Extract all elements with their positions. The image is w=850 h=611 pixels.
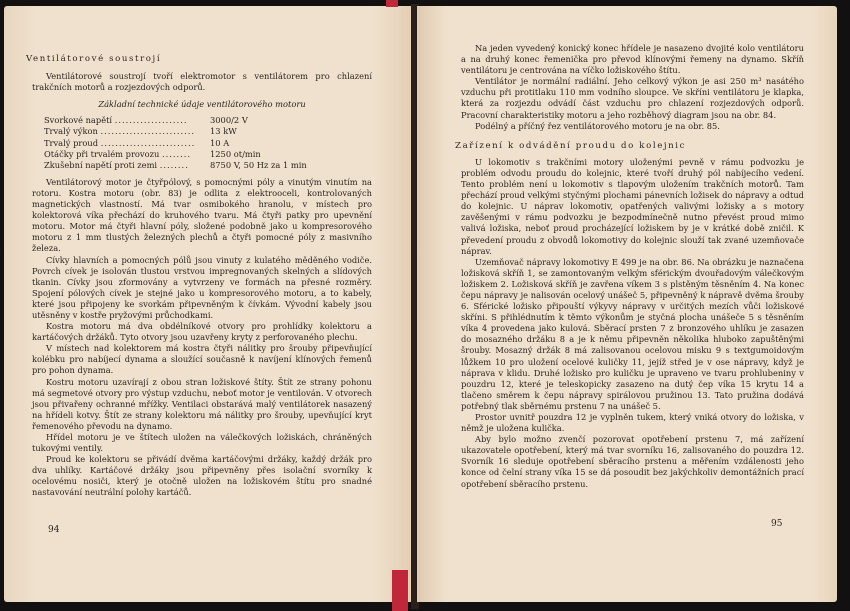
right-page-content [455,43,804,490]
leader-dots: .................... [114,115,188,126]
left-page-content [26,54,372,499]
body-paragraph: Podélný a příčný řez ventilátorového motoru je na obr. 85. [475,120,720,131]
left-page [4,6,415,602]
bookmark-ribbon [392,570,408,611]
spec-value: 10 A [210,137,230,148]
body-paragraph: Ventilátorový motor je čtyřpólový, s pomocnými póly a vinutým vinutím na rotoru. Kostra motoru (obr. 83) je odlita z elektrooceli, kontrolovaných magnetických vlastností. Má tvar osmibokého hranolu, v místech pro kolektorová víka přechází do kruhového tvaru. Má čtyři patky pro upevnění motoru. Motor má čtyři hlavní póly, složené podobně jako u kompresorového motoru z 1 mm tlustých železných plechů a čtyři pomocné póly z masivního železa. [32,176,372,254]
body-paragraph: Cívky hlavních a pomocných pólů jsou vinuty z kulatého měděného vodiče. Povrch cívek je isolován tlustou vrstvou impregnovaných skelných a slídových tkanin. Cívky jsou zformovány a vytvrzeny ve formách na přesné rozměry. Spojení pólových cívek je stejné jako u kompresorového motoru, a to kabely, které jsou připojeny ke svorkám připevněným k čívkám. Vývodní kabely jsou utěsněny v kostře pryžovými průchodkami. [32,254,372,320]
spec-label: Otáčky při trvalém provozu [44,148,160,159]
spec-value: 8750 V, 50 Hz za 1 min [210,159,307,170]
body-paragraph: Kostru motoru uzavírají z obou stran ložiskové štíty. Štít ze strany pohonu má segmetové otvory pro výstup vzduchu, neboť motor je ventilován. V otvorech jsou přivařeny ochranné mřížky. Ventilaci obstarává malý ventilátorek nasazený na hřídeli kotvy. Štít ze strany kolektoru má nálitky pro šrouby, upevňující kryt řemenového převodu na dynamo. [32,376,372,431]
spec-row [44,160,307,171]
page-number-right: 95 [771,519,783,529]
spec-label: Zkušební napětí proti zemi [44,159,158,170]
intro-paragraph: Ventilátorové soustrojí tvoří elektromotor s ventilátorem pro chlazení trakčních motorů a rozjezdových odporů. [32,71,372,93]
body-paragraph: V místech nad kolektorem má kostra čtyři nálitky pro šrouby připevňující kolébku pro nabíjecí dynama a sloužící současně k navíjení klínových řemenů pro pohon dynama. [32,343,372,376]
body-paragraph: Ventilátor je normální radiální. Jeho celkový výkon je asi 250 m³ nasátého vzduchu při protitlaku 110 mm vodního sloupce. Ve skříni ventilátoru je klapka, která za rozjezdu odvádí část vzduchu pro chlazení rozjezdových odporů. Pracovní charakteristiky motoru a jeho rozběhový diagram jsou na obr. 84. [461,76,804,120]
spec-label: Trvalý výkon [44,126,98,137]
spec-value: 13 kW [210,126,237,137]
body-paragraph: Proud ke kolektoru se přivádí dvěma kartáčovými držáky, každý držák pro dva uhlíky. Kartáčové držáky jsou připevněny přes isolační svorníky k ocelovému nosiči, který je otočně uložen na ložiskovém štítu pro snadné nastavování neutrální polohy kartáčů. [32,454,372,498]
bookmark-ribbon-top [386,0,398,7]
spec-label: Svorkové napětí [44,115,113,126]
right-page [417,6,837,602]
spec-row [44,138,307,149]
body-paragraph: Hřídel motoru je ve štítech uložen na válečkových ložiskách, chráněných tukovými ventily. [32,432,372,454]
spec-value: 3000/2 V [210,115,248,126]
specs-table [44,115,307,170]
body-paragraph: Prostor uvnitř pouzdra 12 je vyplněn tukem, který vniká otvory do ložiska, v němž je uložena kulička. [461,412,804,434]
spec-row [44,115,307,126]
body-paragraph: Kostra motoru má dva obdélníkové otvory pro prohlídky kolektoru a kartáčových držáků. Tyto otvory jsou uzavřeny kryty z perforovaného plechu. [32,321,372,343]
spec-row [44,126,307,137]
spec-value: 1250 ot/min [210,148,261,159]
spec-label: Trvalý proud [44,137,99,148]
body-paragraph: Uzemňovač nápravy lokomotivy E 499 je na obr. 86. Na obrázku je naznačena ložisková skříň 1, se zamontovaným velkým sférickým dvouřadovým válečkovým ložiskem 2. Ložisková skříň je zavřena víkem 3 s plstěným těsněním 4. Na konec čepu nápravy je nalisován ocelový unášeč 5, připevněný k nápravě dvěma šrouby 6. Sférické ložisko připouští výkyvy nápravy v určitých mezích vůči ložiskové skříni. S přihlédnutím k těmto výkonům je styčná plocha unášeče 5 s těsněním víka 4 provedena jako kulová. Sběrací prsten 7 z bronzového uhlíku je zasazen do mosazného držáku 8 a je k němu připevněn několika hluboko zapuštěnými šrouby. Mosazný držák 8 má zalisovanou ocelovou misku 9 s textgumoidovým lůžkem 10 pro uložení ocelové kuličky 11, jejíž střed je v ose nápravy, když je náprava v klidu. Druhé ložisko pro kuličku je upraveno ve tvaru prohlubeniny v pouzdru 12, které je teleskopicky zasazeno na dutý čep víka 15 krytu 14 a tlačeno směrem k čepu nápravy spirálovou pružinou 13. Tato pružina dodává potřebný tlak sběrnému prstenu 7 na unášeč 5. [461,256,804,411]
leader-dots: .......................... [100,137,196,148]
spec-row [44,149,307,160]
page-number-left: 94 [48,525,60,535]
section-heading-ventilator: Ventilátorové soustrojí [26,54,162,64]
body-paragraph: Na jeden vyvedený konický konec hřídele je nasazeno dvojité kolo ventilátoru a na druhý konec řemenička pro převod klínovými řemeny na dynamo. Skříň ventilátoru je centrována na víčko ložiskového štítu. [461,43,804,76]
leader-dots: .......................... [100,126,196,137]
body-paragraph: Aby bylo možno zvenčí pozorovat opotřebení prstenu 7, má zařízení ukazovatele opotřebení, který má tvar svorníku 16, zalisovaného do pouzdra 12. Svorník 16 sleduje opotřebení sběracího prstenu a měřením vzdálenosti jeho konce od čelní strany víka 15 se dá posoudit bez jakýchkoliv demontážních prací opotřebení sběracího prstenu. [461,434,804,489]
body-paragraph: U lokomotiv s trakčními motory uloženými pevně v rámu podvozku je problém odvodu proudu do kolejnic, které tvoří druhý pól nabíjecího vedení. Tento problém není u lokomotiv s tlapovým uložením trakčních motorů. Tam přechází proud velkými styčnými plochami pánevních ložisek do nápravy a odtud do kolejnic. U náprav lokomotiv, opatřených valivými ložisky a s motory zavěšenými v rámu podvozku je bezpodmínečně nutno převést proud mimo valivá ložiska, neboť proud procházející ložiskem by je v krátké době zničil. K převedení proudu z obvodů lokomotivy do kolejnic slouží tak zvané uzemňovače náprav. [461,156,804,256]
table-title: Základní technické údaje ventilátorového motoru [98,99,306,110]
section-heading-grounding: Zařízení k odvádění proudu do kolejnic [455,140,687,151]
leader-dots: ........ [159,159,189,170]
leader-dots: ........ [161,148,192,159]
